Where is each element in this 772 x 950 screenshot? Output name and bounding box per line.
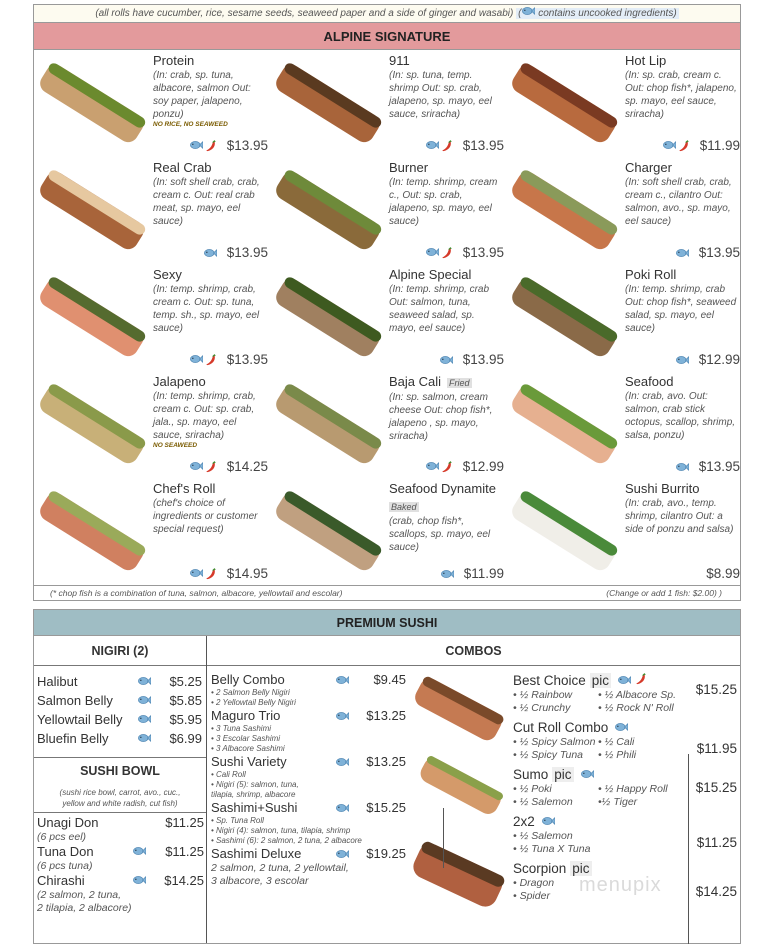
price-row [189,459,268,474]
combo-detail: • ½ Salemon [513,830,573,842]
combo-price: $19.25 [366,846,406,861]
nigiri-item [37,672,204,691]
item-price: $13.95 [462,138,504,153]
item-icons [675,355,689,365]
paren-close: ) [673,8,677,19]
menu-item [34,371,270,478]
warning-note: NO RICE, NO SEAWEED [153,121,228,128]
combo-price: $9.45 [373,672,406,687]
item-name-row [153,267,268,283]
combo-detail: • 3 Tuna Sashimi [211,724,272,733]
combo-detail: • ½ Albacore Sp. [598,689,676,701]
combo-detail: • ½ Rainbow [513,689,573,701]
combos-right-list [513,672,743,907]
roll-photo [506,157,621,264]
menu-item [506,264,742,371]
item-info [621,157,742,264]
combo-name: Sashimi+Sushi [211,800,298,815]
fish-icon [425,247,439,257]
divider [443,808,444,868]
fish-icon [675,355,689,365]
combo-price: $14.25 [695,884,737,899]
nigiri-name: Bluefin Belly [37,731,109,746]
item-info [621,50,742,157]
chili-pepper-icon [441,461,453,473]
sushi-bowl-title: SUSHI BOWL [80,764,160,778]
item-info [385,264,506,371]
fish-icon [617,675,631,685]
item-name: Charger [625,160,672,175]
signature-rolls-grid [33,50,741,585]
item-name: Seafood [625,374,674,389]
combo-detail: • ½ Happy Roll [598,783,668,795]
item-info [621,264,742,371]
nigiri-price: $5.95 [169,712,202,727]
combo-price: $15.25 [366,800,406,815]
combo-name: Sashimi Deluxe [211,846,302,861]
roll-photo [506,50,621,157]
combo-detail: • 3 Escolar Sashimi [211,734,281,743]
nigiri-price: $5.85 [169,693,202,708]
roll-photo [270,157,385,264]
rolls-note-text: (all rolls have cucumber, rice, sesame seeds, seaweed paper and a side of ginger and wasabi) [95,8,514,19]
nigiri-name: Yellowtail Belly [37,712,123,727]
bowl-name: Unagi Don [37,815,99,830]
section-title-premium-sushi: PREMIUM SUSHI [33,609,741,636]
fish-icon [189,568,203,578]
fish-icon [189,461,203,471]
item-price: $14.25 [226,459,268,474]
fish-icon [335,803,349,813]
combo-detail: • Spider [513,890,550,902]
chop-fish-footnote: (* chop fish is a combination of tuna, salmon, albacore, yellowtail and escolar) [50,588,343,598]
item-name-row [389,53,504,69]
roll-photo [270,371,385,478]
uncooked-legend-text: contains uncooked ingredients [538,8,674,19]
item-icons [189,140,217,152]
combo-item [211,846,406,888]
item-info [621,478,742,585]
bowl-name: Chirashi [37,873,85,888]
item-icons [440,569,454,579]
bowl-note-line-1: (sushi rice bowl, carrot, avo., cuc., [59,788,181,797]
item-icons [675,462,689,472]
item-name-row [625,160,740,176]
item-price: $11.99 [463,566,504,581]
combo-item [211,754,406,800]
bowl-price: $11.25 [165,815,204,830]
menu-item [34,157,270,264]
fish-icon [137,733,151,743]
chili-pepper-icon [635,673,647,685]
warning-note: NO SEAWEED [153,442,198,449]
combo-item [513,719,743,762]
roll-photo [34,50,149,157]
combo-detail: 3 albacore, 3 escolar [211,875,309,887]
combo-detail: • 2 Yellowtail Belly Nigiri [211,698,296,707]
bowl-description: (6 pcs tuna) [37,860,93,872]
combo-detail: • Nigiri (5): salmon, tuna, [211,780,299,789]
nigiri-item [37,710,204,729]
price-row [189,566,268,581]
fish-icon [675,462,689,472]
item-icons [189,354,217,366]
item-name: Sushi Burrito [625,481,700,496]
roll-photo [270,50,385,157]
sushi-bowl-list [34,815,206,915]
left-column [34,636,207,943]
prep-tag: Fried [449,378,470,388]
fish-icon [675,248,689,258]
combo-detail: • ½ Rock N' Roll [598,702,674,714]
item-name: Hot Lip [625,53,667,68]
item-description: (In: temp. shrimp, cream c., Out: sp. crab, jalapeno, sp. mayo, eel sauce) [389,177,498,227]
item-info [149,478,270,585]
combo-detail: • ½ Poki [513,783,552,795]
item-info [385,478,506,585]
signature-footnote [33,585,741,601]
fish-icon [203,248,217,258]
combo-detail: • Sp. Tuna Roll [211,816,264,825]
pic-label: pic [591,673,610,688]
combo-name: Best Choice [513,673,586,688]
sushi-bowl-item [34,844,206,873]
combo-detail: • 3 Albacore Sashimi [211,744,285,753]
item-info [149,264,270,371]
menu-item [270,264,506,371]
menu-item [270,50,506,157]
item-name: Real Crab [153,160,212,175]
item-icons [662,140,690,152]
combo-item [513,813,743,856]
item-description: (In: crab, avo., temp. shrimp, cilantro Out: a side of ponzu and salsa) [625,498,734,535]
roll-photo [34,157,149,264]
item-name-row [389,374,504,391]
combo-name: Belly Combo [211,672,285,687]
bowl-price: $11.25 [165,844,204,859]
combo-detail: • ½ Crunchy [513,702,571,714]
combo-price: $13.25 [366,708,406,723]
item-name: Jalapeno [153,374,206,389]
menu-item [506,50,742,157]
item-description: (In: sp. salmon, cream cheese Out: chop fish*, jalapeno , sp. mayo, sriracha) [389,392,493,442]
combo-item [211,672,406,708]
bowl-note-line-2: yellow and white radish, cut fish) [62,799,178,808]
bowl-description-2: 2 tilapia, 2 albacore) [37,902,132,914]
item-name-row [625,481,740,497]
combo-item [211,800,406,846]
item-icons [189,568,217,580]
sushi-bowl-item [34,815,206,844]
bowl-description: (6 pcs eel) [37,831,87,843]
item-name-row [153,160,268,176]
item-name-row [153,374,268,390]
menu-item [506,371,742,478]
item-info [385,371,506,478]
combo-name: Maguro Trio [211,708,281,723]
item-name: Poki Roll [625,267,677,282]
item-name-row [389,160,504,176]
uncooked-legend [516,8,679,19]
sushi-bowl-note [34,784,206,813]
combo-roll-photos [407,672,507,942]
combo-detail: •½ Tiger [598,796,638,808]
item-name: Sexy [153,267,182,282]
fish-icon [521,6,535,16]
item-icons [675,248,689,258]
item-price: $13.95 [226,352,268,367]
combo-name: Scorpion [513,861,567,876]
price-row [696,566,740,581]
pic-label: pic [572,861,590,876]
item-description: (In: temp. shrimp, crab, cream c. Out: sp. tuna, temp. sh., sp. mayo, eel sauce) [153,284,260,334]
item-name: Protein [153,53,195,68]
fish-icon [137,695,151,705]
fish-icon [335,849,349,859]
combo-detail: • ½ Salemon [513,796,573,808]
fish-icon [440,569,454,579]
combo-detail: • ½ Cali [598,736,635,748]
combo-price: $13.25 [366,754,406,769]
combo-name: Sushi Variety [211,754,287,769]
item-info [149,157,270,264]
item-name-row [625,53,740,69]
item-price: $13.95 [226,245,268,260]
change-fish-footnote: (Change or add 1 fish: $2.00) ) [606,588,722,598]
combo-detail: • ½ Spicy Tuna [513,749,584,761]
item-info [385,50,506,157]
price-row [189,138,268,153]
chili-pepper-icon [678,140,690,152]
item-name: Chef's Roll [153,481,216,496]
item-description: (In: sp. tuna, temp. shrimp Out: sp. crab, jalapeno, sp. mayo, eel sauce, sriracha) [389,70,492,120]
price-row [675,459,740,474]
item-price: $13.95 [698,459,740,474]
combo-detail: • Dragon [513,877,555,889]
combo-detail: tilapia, shrimp, albacore [211,790,296,799]
fish-icon [189,354,203,364]
nigiri-item [37,691,204,710]
price-row [425,459,504,474]
item-description: (In: sp. crab, cream c. Out: chop fish*, jalapeno, sp. mayo, eel sauce, sriracha) [625,70,737,120]
item-info [385,157,506,264]
fish-icon [335,675,349,685]
prep-tag: Baked [391,502,417,512]
combo-detail: • Sashimi (6): 2 salmon, 2 tuna, 2 albacore [211,836,362,845]
fish-icon [189,140,203,150]
item-description: (In: temp. shrimp, crab, cream c. Out: sp. crab, jala., sp. mayo, eel sauce, sriracha) [153,391,256,441]
fish-icon [614,722,628,732]
menu-page [33,4,741,944]
fish-icon [662,140,676,150]
combo-name: Sumo [513,767,549,782]
nigiri-title: NIGIRI (2) [34,636,206,666]
item-name-row [389,267,504,283]
fish-icon [439,355,453,365]
combo-photos [407,672,507,942]
item-description: (In: crab, sp. tuna, albacore, salmon Out: soy paper, jalapeno, ponzu) [153,70,251,120]
item-info [149,50,270,157]
fish-icon [541,816,555,826]
chili-pepper-icon [441,140,453,152]
combo-detail: • ½ Tuna X Tuna [513,843,591,855]
combos-title: COMBOS [207,636,740,666]
item-info [621,371,742,478]
combo-detail: • Nigiri (4): salmon, tuna, tilapia, shrimp [211,826,351,835]
item-info [149,371,270,478]
nigiri-price: $5.25 [169,674,202,689]
price-row [203,245,268,260]
combo-name: Cut Roll Combo [513,720,609,735]
fish-icon [580,769,594,779]
item-name: Alpine Special [389,267,472,282]
item-price: $13.95 [462,245,504,260]
item-name-row [625,374,740,390]
menu-item [506,478,742,585]
price-row [662,138,740,153]
paren-open: ( [518,8,522,19]
combo-detail: • ½ Phili [598,749,637,761]
fish-icon [335,757,349,767]
item-icons [439,355,453,365]
combo-price: $11.95 [696,741,737,756]
price-row [425,245,504,260]
item-price: $12.99 [462,459,504,474]
combo-item [513,766,743,809]
bowl-description: (2 salmon, 2 tuna, [37,889,122,901]
combo-detail: • Cali Roll [211,770,246,779]
fish-icon [425,140,439,150]
fish-icon [137,676,151,686]
item-price: $12.99 [698,352,740,367]
price-row [675,245,740,260]
fish-icon [132,846,146,856]
combo-price: $15.25 [695,780,737,795]
combo-detail: • ½ Spicy Salmon [513,736,596,748]
premium-sushi-section [33,636,741,944]
watermark: menupix [579,874,662,896]
combo-detail: 2 salmon, 2 tuna, 2 yellowtail, [211,862,349,874]
chili-pepper-icon [205,140,217,152]
nigiri-name: Salmon Belly [37,693,113,708]
item-description: (chef's choice of ingredients or customer special request) [153,498,258,535]
item-price: $13.95 [698,245,740,260]
price-row [440,566,504,581]
menu-item [270,157,506,264]
roll-photo [506,478,621,585]
item-name: Burner [389,160,429,175]
fish-icon [137,714,151,724]
price-row [675,352,740,367]
item-description: (In: soft shell crab, crab, cream c. Out: real crab meat, sp. mayo, eel sauce) [153,177,260,227]
item-icons [425,247,453,259]
item-description: (In: temp. shrimp, crab Out: chop fish*, seaweed salad, sp. mayo, eel sauce) [625,284,737,334]
item-description: (In: temp. shrimp, crab Out: salmon, tuna, seaweed salad, sp. mayo, eel sauce) [389,284,490,334]
price-row [425,138,504,153]
sushi-bowl-item [34,873,206,915]
menu-item [270,478,506,585]
item-icons [425,461,453,473]
roll-photo [34,478,149,585]
price-row [439,352,504,367]
item-price: $14.95 [226,566,268,581]
chili-pepper-icon [205,568,217,580]
item-name: Baja Cali [389,374,442,389]
item-description: (In: soft shell crab, crab, cream c., cilantro Out: salmon, avo., sp. mayo, eel sauce) [625,177,732,227]
item-description: (crab, chop fish*, scallops, sp. mayo, eel sauce) [389,516,491,553]
roll-photo [270,264,385,371]
menu-item [270,371,506,478]
item-price: $11.99 [699,138,740,153]
menu-item [34,50,270,157]
item-name-row [153,53,268,69]
roll-photo [34,371,149,478]
pic-label: pic [554,767,572,782]
item-icons [189,461,217,473]
menu-item [34,478,270,585]
item-name: Seafood Dynamite [389,481,496,496]
chili-pepper-icon [205,354,217,366]
section-title-alpine-signature: ALPINE SIGNATURE [33,22,741,50]
combos-left-list [211,672,406,888]
item-price: $13.95 [462,352,504,367]
nigiri-list [34,666,206,758]
item-price: $8.99 [706,566,740,581]
menu-item [34,264,270,371]
fish-icon [132,875,146,885]
roll-photo [506,371,621,478]
nigiri-name: Halibut [37,674,78,689]
item-name: 911 [389,53,410,68]
item-icons [203,248,217,258]
item-name-row [153,481,268,497]
combo-item [513,672,743,715]
item-description: (In: crab, avo. Out: salmon, crab stick octopus, scallop, shrimp, salsa, ponzu) [625,391,736,441]
item-icons [425,140,453,152]
combo-item [211,708,406,754]
roll-photo [506,264,621,371]
menu-item [506,157,742,264]
fish-icon [425,461,439,471]
fish-icon [335,711,349,721]
combo-name: 2x2 [513,814,535,829]
chili-pepper-icon [441,247,453,259]
roll-photo [270,478,385,585]
roll-photo [34,264,149,371]
bowl-name: Tuna Don [37,844,94,859]
nigiri-price: $6.99 [169,731,202,746]
all-rolls-note [33,4,741,22]
combo-price: $15.25 [695,682,737,697]
price-row [189,352,268,367]
combo-detail: • 2 Salmon Belly Nigiri [211,688,290,697]
item-price: $13.95 [226,138,268,153]
item-name-row [625,267,740,283]
combo-price: $11.25 [696,835,737,850]
combos-column [207,636,740,943]
bowl-price: $14.25 [164,873,204,888]
chili-pepper-icon [205,461,217,473]
nigiri-item [37,729,204,748]
